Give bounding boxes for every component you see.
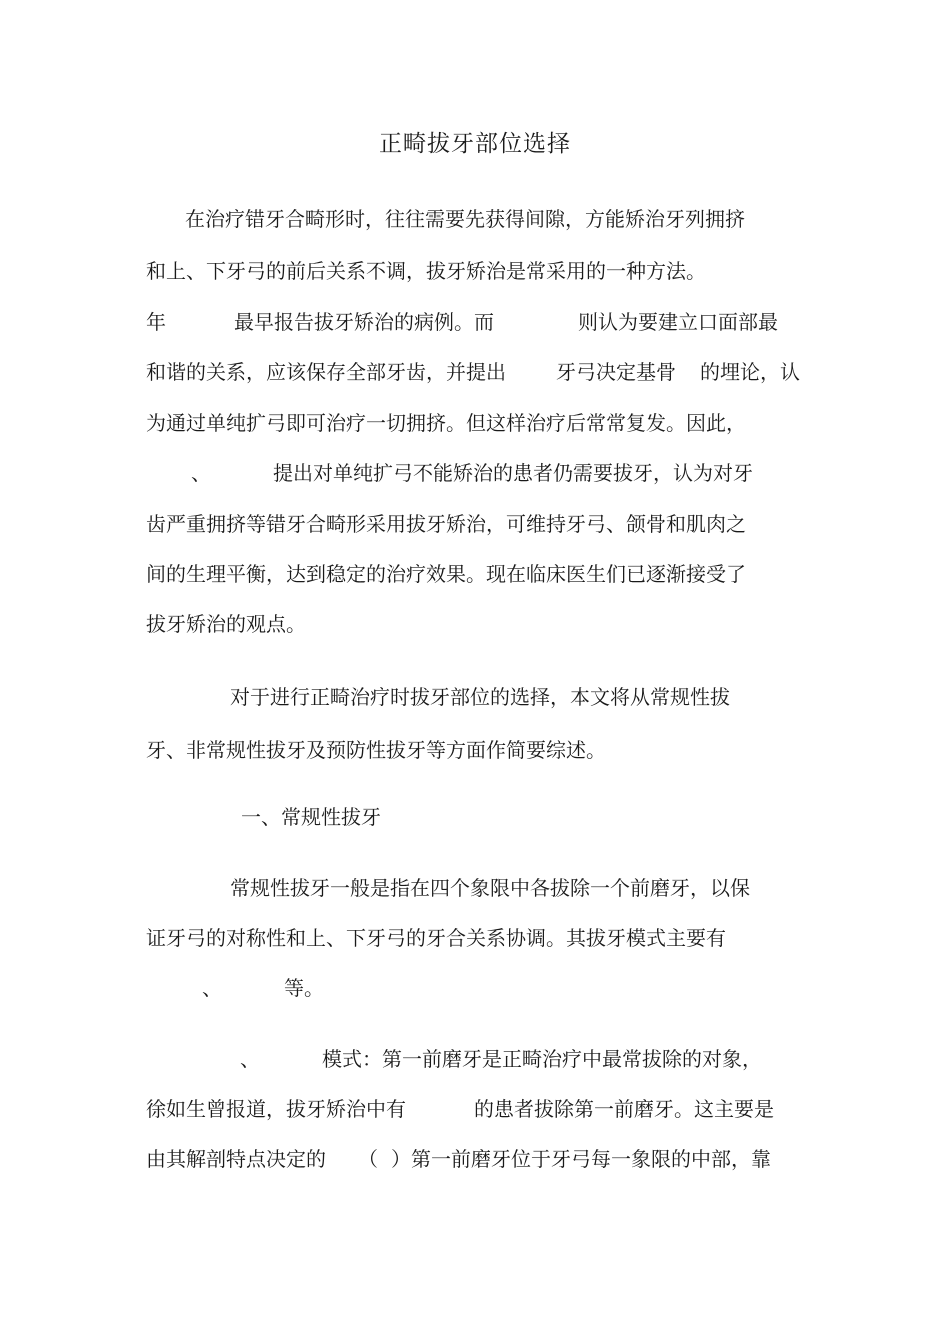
text-segment: 牙弓决定基骨 [556,360,676,384]
text-segment: 间的生理平衡，达到稳定的治疗效果。现在临床医生们已逐渐接受了 [146,562,746,586]
text-segment: 牙、非常规性拔牙及预防性拔牙等方面作简要综述。 [146,738,606,762]
document-title: 正畸拔牙部位选择 [379,131,571,157]
text-segment: 由其解剖特点决定的 [146,1147,326,1171]
text-segment: 的埋论，认 [700,360,800,384]
text-segment: 徐如生曾报道，拔牙矫治中有 [146,1097,406,1121]
text-segment: 的患者拔除第一前磨牙。这主要是 [474,1097,774,1121]
text-segment: 提出对单纯扩弓不能矫治的患者仍需要拔牙，认为对牙 [273,461,753,485]
text-segment: 则认为要建立口面部最 [578,310,778,334]
text-segment: 拔牙矫治的观点。 [146,612,306,636]
text-segment: 和谐的关系，应该保存全部牙齿，并提出 [146,360,506,384]
text-segment: （ [358,1147,378,1171]
text-segment: 常规性拔牙一般是指在四个象限中各拔除一个前磨牙，以保 [230,876,750,900]
text-segment: 齿严重拥挤等错牙合畸形采用拔牙矫治，可维持牙弓、颌骨和肌肉之 [146,512,746,536]
text-segment: 、 [191,461,211,485]
text-segment: 为通过单纯扩弓即可治疗一切拥挤。但这样治疗后常常复发。因此， [146,411,746,435]
text-segment: 模式：第一前磨牙是正畸治疗中最常拔除的对象， [322,1047,762,1071]
text-segment: 对于进行正畸治疗时拔牙部位的选择，本文将从常规性拔 [230,685,730,709]
text-segment: 等。 [284,976,324,1000]
text-segment: 一、常规性拔牙 [241,805,381,829]
text-segment: 最早报告拔牙矫治的病例。而 [234,310,494,334]
text-segment: 、 [202,976,222,1000]
text-segment: 、 [240,1047,260,1071]
text-segment: ）第一前磨牙位于牙弓每一象限的中部，靠 [391,1147,771,1171]
text-segment: 证牙弓的对称性和上、下牙弓的牙合关系协调。其拔牙模式主要有 [146,926,726,950]
text-segment: 和上、下牙弓的前后关系不调，拔牙矫治是常采用的一种方法。 [146,259,706,283]
text-segment: 年 [146,310,166,334]
text-segment: 在治疗错牙合畸形时，往往需要先获得间隙，方能矫治牙列拥挤 [185,207,745,231]
